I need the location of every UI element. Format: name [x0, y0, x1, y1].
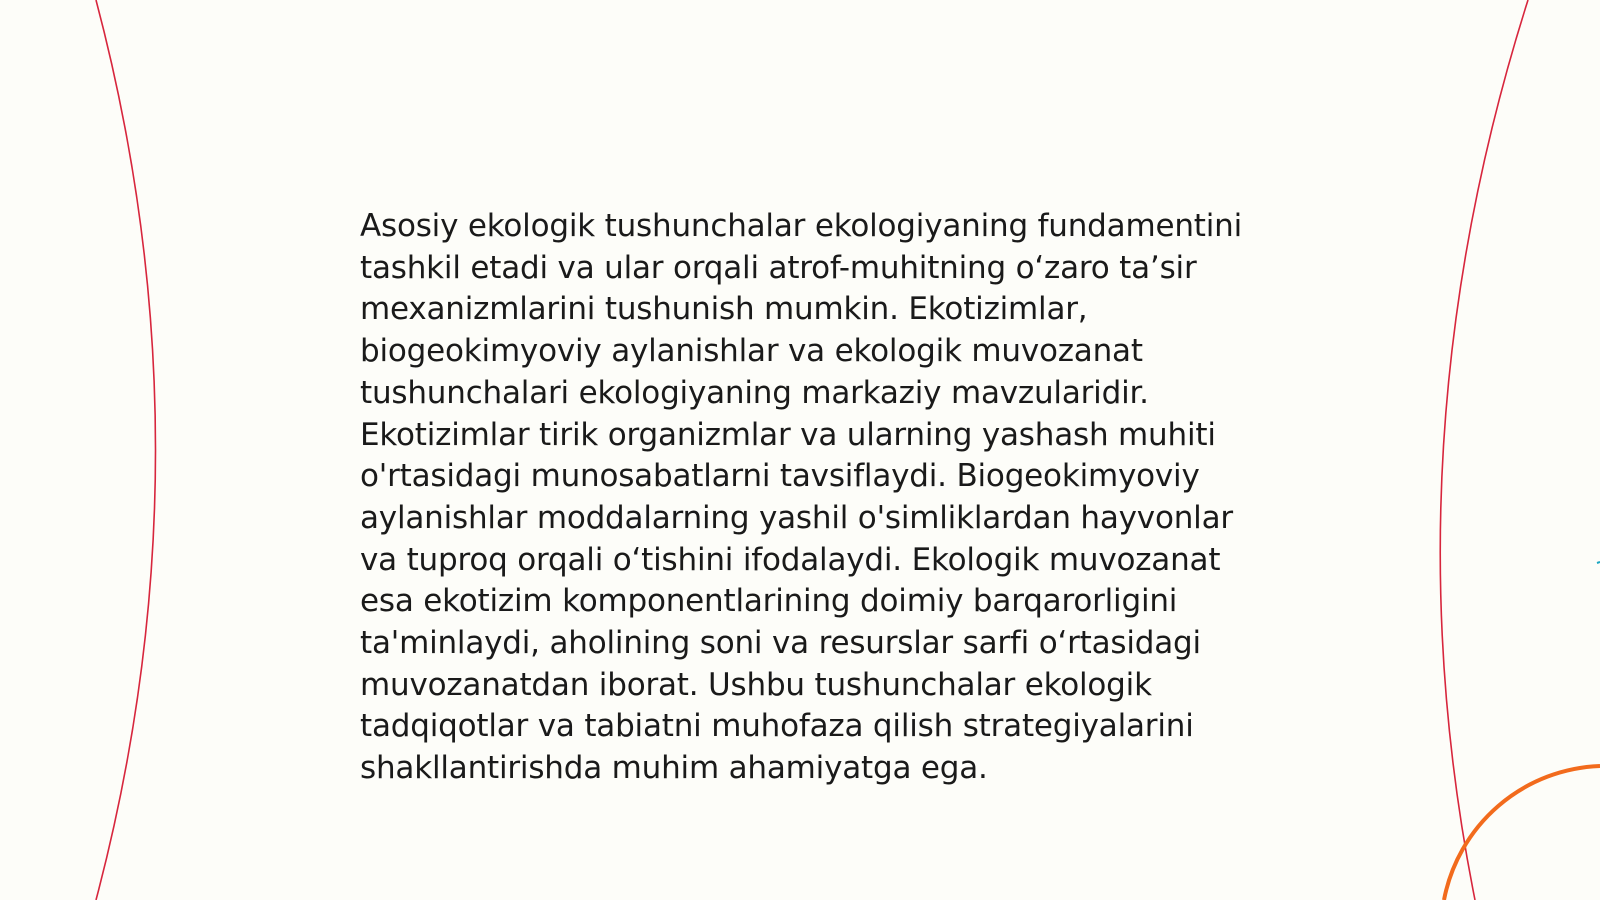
- left-red-arc: [96, 0, 156, 900]
- slide-body-text: Asosiy ekologik tushunchalar ekologiyaning fundamentini tashkil etadi va ular orqali atrof-muhitning oʻzaro taʼsir mexanizmlarini tushunish mumkin. Ekotizimlar, biogeokimyoviy aylanishlar va ekologik muvozanat tushunchalari ekologiyaning markaziy mavzularidir. Ekotizimlar tirik organizmlar va ularning yashash muhiti o'rtasidagi munosabatlarni tavsiflaydi. Biogeokimyoviy aylanishlar moddalarning yashil o'simliklardan hayvonlar va tuproq orqali oʻtishini ifodalaydi. Ekologik muvozanat esa ekotizim komponentlarining doimiy barqarorligini ta'minlaydi, aholining soni va resurslar sarfi oʻrtasidagi muvozanatdan iborat. Ushbu tushunchalar ekologik tadqiqotlar va tabiatni muhofaza qilish strategiyalarini shakllantirishda muhim ahamiyatga ega.: [360, 208, 1243, 787]
- right-red-arc: [1440, 0, 1528, 900]
- orange-circle-arc: [1444, 766, 1600, 900]
